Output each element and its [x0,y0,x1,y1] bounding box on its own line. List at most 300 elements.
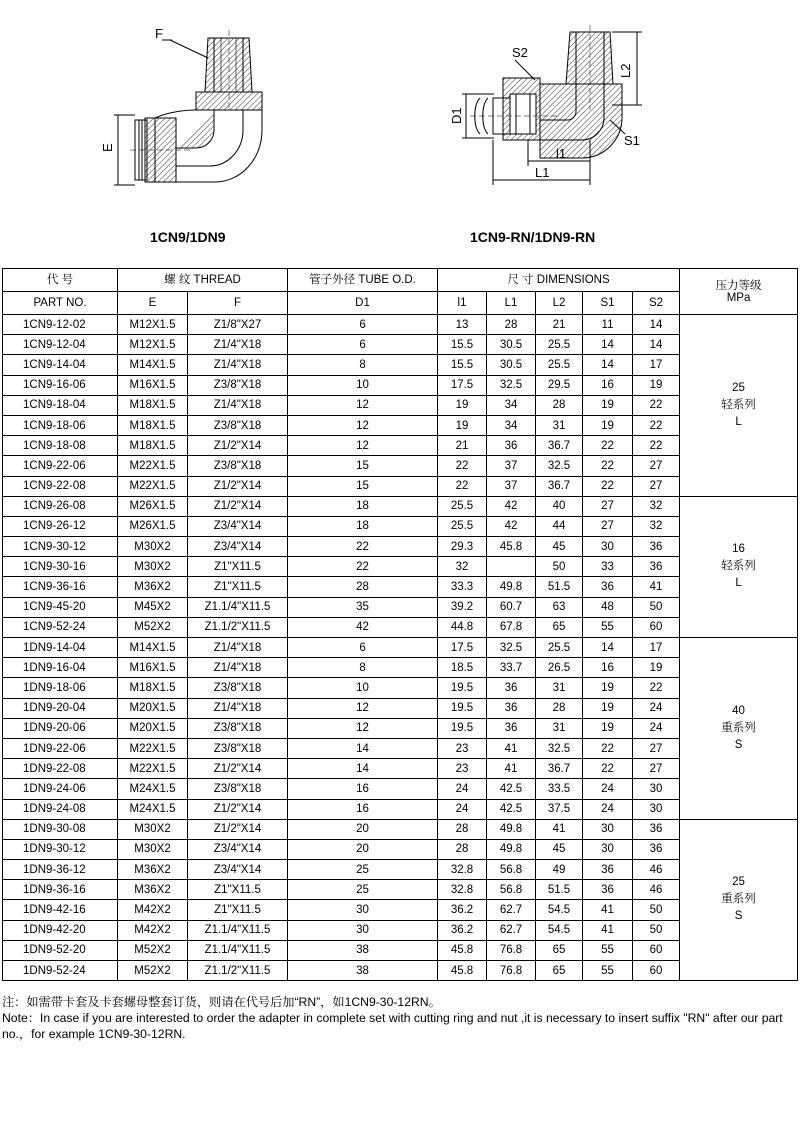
table-row [3,476,798,496]
cell-dim-l1: 56.8 [487,860,536,880]
cell-dim-s2: 50 [633,900,680,920]
cell-tube-od: 10 [288,375,438,395]
cell-part-no: 1CN9-14-04 [3,355,118,375]
table-row [3,880,798,900]
cell-thread-f: Z1/2"X14 [188,476,288,496]
caption-right: 1CN9-RN/1DN9-RN [470,229,596,245]
cell-dim-l2: 31 [536,415,583,435]
cell-tube-od: 6 [288,638,438,658]
cell-part-no: 1DN9-20-04 [3,698,118,718]
cell-tube-od: 14 [288,759,438,779]
cell-dim-l1: 37 [487,476,536,496]
cell-dim-s1: 24 [583,779,633,799]
table-row [3,678,798,698]
cell-dim-s1: 36 [583,880,633,900]
cell-thread-f: Z1/2"X14 [188,496,288,516]
cell-dim-s2: 24 [633,698,680,718]
cell-tube-od: 8 [288,355,438,375]
cell-tube-od: 25 [288,880,438,900]
cell-tube-od: 18 [288,496,438,516]
table-row [3,375,798,395]
cell-thread-f: Z1/8"X27 [188,315,288,335]
pressure-class-cell [680,638,798,820]
cell-dim-l1s: 15.5 [438,355,487,375]
cell-part-no: 1DN9-36-12 [3,860,118,880]
cell-dim-s1: 41 [583,920,633,940]
cell-thread-e: M14X1.5 [118,355,188,375]
cell-dim-l1s: 24 [438,779,487,799]
cell-dim-l2: 21 [536,315,583,335]
cell-dim-l1s: 44.8 [438,617,487,637]
pressure-code: L [735,415,742,428]
cell-dim-s1: 22 [583,759,633,779]
cell-dim-s2: 27 [633,476,680,496]
cell-tube-od: 12 [288,718,438,738]
cell-dim-l1: 37 [487,456,536,476]
cell-tube-od: 42 [288,617,438,637]
caption-left: 1CN9/1DN9 [150,229,226,245]
header-d1: D1 [288,292,438,315]
cell-thread-f: Z3/4"X14 [188,860,288,880]
cell-dim-l1s: 36.2 [438,900,487,920]
table-row [3,940,798,960]
cell-thread-e: M30X2 [118,557,188,577]
cell-dim-l2: 25.5 [536,335,583,355]
cell-part-no: 1CN9-36-16 [3,577,118,597]
cell-tube-od: 38 [288,961,438,981]
cell-thread-e: M22X1.5 [118,456,188,476]
cell-thread-e: M24X1.5 [118,799,188,819]
cell-dim-s1: 27 [583,496,633,516]
cell-dim-l1: 49.8 [487,819,536,839]
cell-tube-od: 10 [288,678,438,698]
cell-dim-s1: 30 [583,839,633,859]
cell-dim-s2: 17 [633,638,680,658]
cell-dim-s1: 22 [583,436,633,456]
cell-dim-s2: 19 [633,658,680,678]
cell-dim-l1: 41 [487,738,536,758]
table-row [3,537,798,557]
cell-thread-f: Z1.1/4"X11.5 [188,920,288,940]
header-s1: S1 [583,292,633,315]
cell-tube-od: 14 [288,738,438,758]
cell-dim-l1s: 25.5 [438,516,487,536]
cell-dim-s2: 60 [633,617,680,637]
label-e: E [100,143,115,152]
cell-thread-e: M22X1.5 [118,738,188,758]
cell-part-no: 1DN9-22-08 [3,759,118,779]
cell-thread-f: Z1"X11.5 [188,577,288,597]
cell-dim-l2: 26.5 [536,658,583,678]
cell-tube-od: 28 [288,577,438,597]
cell-part-no: 1CN9-18-06 [3,415,118,435]
cell-part-no: 1DN9-42-16 [3,900,118,920]
cell-dim-l1s: 39.2 [438,597,487,617]
elbow-drawing-right [462,25,642,185]
pressure-code: L [735,577,742,590]
cell-part-no: 1DN9-20-06 [3,718,118,738]
cell-dim-s1: 48 [583,597,633,617]
cell-dim-l1s: 36.2 [438,920,487,940]
cell-dim-s2: 22 [633,678,680,698]
table-row [3,436,798,456]
cell-thread-e: M52X2 [118,961,188,981]
cell-dim-l1: 45.8 [487,537,536,557]
cell-thread-f: Z1/2"X14 [188,759,288,779]
cell-dim-l2: 65 [536,617,583,637]
cell-dim-l1: 76.8 [487,940,536,960]
cell-dim-s1: 27 [583,516,633,536]
cell-tube-od: 6 [288,335,438,355]
cell-thread-f: Z1/2"X14 [188,819,288,839]
cell-dim-s2: 27 [633,456,680,476]
cell-dim-l1: 60.7 [487,597,536,617]
pressure-series: 重系列 [721,721,756,734]
cell-thread-e: M18X1.5 [118,678,188,698]
cell-thread-e: M52X2 [118,617,188,637]
note-chinese: 注：如需带卡套及卡套螺母整套订货，则请在代号后加“RN”，如1CN9-30-12RN。 [2,995,441,1009]
cell-dim-s2: 30 [633,779,680,799]
cell-dim-s1: 16 [583,375,633,395]
cell-dim-l1s: 17.5 [438,375,487,395]
cell-tube-od: 8 [288,658,438,678]
cell-thread-f: Z3/4"X14 [188,839,288,859]
cell-dim-l1: 32.5 [487,638,536,658]
cell-dim-l1 [487,557,536,577]
table-row [3,496,798,516]
cell-dim-s2: 36 [633,819,680,839]
header-f: F [188,292,288,315]
cell-dim-s1: 55 [583,940,633,960]
cell-dim-l1s: 19.5 [438,718,487,738]
cell-dim-l1s: 32 [438,557,487,577]
cell-dim-s2: 19 [633,375,680,395]
table-row [3,799,798,819]
cell-thread-e: M42X2 [118,920,188,940]
cell-tube-od: 25 [288,860,438,880]
pressure-series: 轻系列 [721,560,756,573]
cell-thread-f: Z1/4"X18 [188,698,288,718]
table-row [3,577,798,597]
cell-thread-e: M26X1.5 [118,496,188,516]
cell-thread-f: Z1.1/4"X11.5 [188,940,288,960]
header-dimensions: 尺 寸 DIMENSIONS [438,269,680,292]
table-row [3,698,798,718]
cell-dim-s1: 24 [583,799,633,819]
cell-tube-od: 30 [288,920,438,940]
cell-dim-l1s: 15.5 [438,335,487,355]
cell-thread-e: M36X2 [118,860,188,880]
cell-part-no: 1DN9-18-06 [3,678,118,698]
cell-dim-s2: 41 [633,577,680,597]
table-row [3,779,798,799]
cell-dim-l1: 56.8 [487,880,536,900]
cell-dim-s1: 36 [583,577,633,597]
cell-dim-s2: 36 [633,839,680,859]
cell-thread-e: M18X1.5 [118,395,188,415]
cell-thread-f: Z1.1/2"X11.5 [188,961,288,981]
cell-part-no: 1DN9-16-04 [3,658,118,678]
cell-dim-s2: 36 [633,537,680,557]
cell-dim-l1s: 45.8 [438,940,487,960]
cell-thread-f: Z1"X11.5 [188,557,288,577]
table-row [3,638,798,658]
cell-thread-e: M36X2 [118,577,188,597]
cell-dim-s2: 60 [633,940,680,960]
cell-tube-od: 6 [288,315,438,335]
cell-dim-l1s: 19.5 [438,698,487,718]
cell-dim-l1s: 45.8 [438,961,487,981]
cell-tube-od: 22 [288,557,438,577]
cell-dim-l1s: 22 [438,456,487,476]
header-row-2 [3,292,798,315]
table-row [3,920,798,940]
cell-dim-l1s: 19.5 [438,678,487,698]
cell-tube-od: 20 [288,839,438,859]
cell-dim-l1: 76.8 [487,961,536,981]
cell-thread-e: M30X2 [118,819,188,839]
table-row [3,355,798,375]
cell-dim-l1: 32.5 [487,375,536,395]
header-pressure [680,269,798,315]
cell-thread-e: M42X2 [118,900,188,920]
spec-table-body [3,315,798,981]
cell-tube-od: 22 [288,537,438,557]
cell-dim-l1s: 19 [438,395,487,415]
header-l2: L2 [536,292,583,315]
cell-thread-f: Z1"X11.5 [188,880,288,900]
cell-part-no: 1CN9-52-24 [3,617,118,637]
header-part-no: PART NO. [3,292,118,315]
cell-thread-f: Z1/4"X18 [188,355,288,375]
cell-dim-l2: 45 [536,537,583,557]
table-row [3,557,798,577]
cell-thread-f: Z3/4"X14 [188,537,288,557]
table-row [3,395,798,415]
cell-dim-s2: 14 [633,335,680,355]
cell-dim-s2: 32 [633,516,680,536]
cell-tube-od: 12 [288,395,438,415]
cell-part-no: 1DN9-14-04 [3,638,118,658]
cell-dim-s1: 22 [583,456,633,476]
cell-dim-l1: 33.7 [487,658,536,678]
cell-thread-e: M20X1.5 [118,698,188,718]
pressure-pressure: 40 [732,704,745,717]
cell-thread-f: Z1/4"X18 [188,395,288,415]
cell-part-no: 1CN9-16-06 [3,375,118,395]
cell-thread-e: M12X1.5 [118,335,188,355]
cell-thread-e: M30X2 [118,537,188,557]
cell-dim-s2: 36 [633,557,680,577]
cell-dim-l1: 42.5 [487,779,536,799]
cell-part-no: 1DN9-42-20 [3,920,118,940]
header-l1s: l1 [438,292,487,315]
cell-part-no: 1CN9-22-06 [3,456,118,476]
cell-dim-l2: 36.7 [536,759,583,779]
cell-part-no: 1DN9-36-16 [3,880,118,900]
cell-dim-l2: 28 [536,395,583,415]
cell-dim-l1: 49.8 [487,839,536,859]
cell-dim-s1: 33 [583,557,633,577]
cell-dim-s1: 14 [583,638,633,658]
cell-dim-l1: 36 [487,718,536,738]
cell-dim-s2: 60 [633,961,680,981]
cell-thread-e: M36X2 [118,880,188,900]
cell-dim-l1: 42.5 [487,799,536,819]
cell-dim-l2: 32.5 [536,738,583,758]
cell-dim-s2: 27 [633,759,680,779]
cell-part-no: 1DN9-24-08 [3,799,118,819]
pressure-pressure: 25 [732,876,745,889]
cell-part-no: 1CN9-18-08 [3,436,118,456]
table-row [3,597,798,617]
cell-thread-f: Z1.1/2"X11.5 [188,617,288,637]
cell-dim-l1s: 23 [438,738,487,758]
cell-dim-l1s: 28 [438,819,487,839]
cell-dim-s2: 22 [633,436,680,456]
cell-dim-l1: 41 [487,759,536,779]
cell-dim-l1: 30.5 [487,355,536,375]
cell-tube-od: 38 [288,940,438,960]
cell-dim-l1: 30.5 [487,335,536,355]
table-row [3,718,798,738]
cell-thread-e: M52X2 [118,940,188,960]
note-english: Note：In case if you are interested to order the adapter in complete set with cutting ring and nut ,it is necessary to insert suffix "RN" after our part no.，for example 1CN9-30-12RN. [2,1011,783,1041]
cell-tube-od: 18 [288,516,438,536]
cell-dim-l1: 62.7 [487,900,536,920]
table-row [3,516,798,536]
cell-dim-l2: 28 [536,698,583,718]
table-row [3,961,798,981]
cell-dim-s1: 55 [583,961,633,981]
cell-part-no: 1CN9-12-04 [3,335,118,355]
pressure-class-cell [680,819,798,981]
cell-dim-l1s: 19 [438,415,487,435]
cell-tube-od: 12 [288,415,438,435]
cell-dim-l1: 42 [487,516,536,536]
cell-thread-e: M30X2 [118,839,188,859]
cell-part-no: 1DN9-24-06 [3,779,118,799]
table-row [3,658,798,678]
cell-part-no: 1DN9-52-24 [3,961,118,981]
cell-dim-s1: 55 [583,617,633,637]
cell-part-no: 1CN9-45-20 [3,597,118,617]
cell-part-no: 1CN9-12-02 [3,315,118,335]
cell-dim-s2: 17 [633,355,680,375]
header-pressure-cn: 压力等级 [715,279,762,292]
cell-dim-l1s: 24 [438,799,487,819]
cell-thread-e: M22X1.5 [118,476,188,496]
pressure-series: 重系列 [721,893,756,906]
cell-dim-l1s: 23 [438,759,487,779]
cell-thread-f: Z3/8"X18 [188,415,288,435]
cell-dim-s2: 14 [633,315,680,335]
cell-thread-f: Z3/8"X18 [188,678,288,698]
cell-dim-s2: 22 [633,395,680,415]
cell-dim-l1: 36 [487,436,536,456]
cell-dim-l2: 31 [536,718,583,738]
cell-dim-l2: 44 [536,516,583,536]
technical-drawings [0,0,800,260]
cell-dim-l1: 34 [487,415,536,435]
table-row [3,860,798,880]
cell-dim-s2: 27 [633,738,680,758]
cell-dim-s2: 22 [633,415,680,435]
cell-thread-f: Z3/8"X18 [188,375,288,395]
cell-dim-l2: 63 [536,597,583,617]
pressure-class-cell [680,496,798,637]
table-row [3,456,798,476]
cell-dim-l2: 65 [536,940,583,960]
cell-dim-s2: 46 [633,880,680,900]
cell-part-no: 1DN9-30-12 [3,839,118,859]
cell-dim-l1: 34 [487,395,536,415]
cell-thread-f: Z1"X11.5 [188,900,288,920]
table-row [3,335,798,355]
cell-thread-f: Z1.1/4"X11.5 [188,597,288,617]
cell-dim-s1: 11 [583,315,633,335]
cell-dim-l2: 36.7 [536,436,583,456]
cell-thread-e: M20X1.5 [118,718,188,738]
cell-dim-s2: 50 [633,597,680,617]
cell-dim-l1s: 32.8 [438,880,487,900]
cell-part-no: 1CN9-26-08 [3,496,118,516]
cell-dim-l1: 28 [487,315,536,335]
table-row [3,759,798,779]
cell-dim-l2: 41 [536,819,583,839]
cell-dim-l2: 36.7 [536,476,583,496]
table-row [3,900,798,920]
cell-dim-s2: 46 [633,860,680,880]
cell-dim-s1: 19 [583,698,633,718]
cell-thread-f: Z1/2"X14 [188,799,288,819]
cell-dim-l2: 25.5 [536,638,583,658]
cell-thread-e: M12X1.5 [118,315,188,335]
cell-thread-e: M18X1.5 [118,415,188,435]
label-l1-big: L1 [535,165,550,180]
cell-dim-l2: 33.5 [536,779,583,799]
cell-tube-od: 16 [288,799,438,819]
cell-dim-l2: 50 [536,557,583,577]
cell-thread-f: Z3/8"X18 [188,779,288,799]
cell-dim-s1: 22 [583,476,633,496]
cell-dim-s1: 14 [583,335,633,355]
cell-part-no: 1CN9-26-12 [3,516,118,536]
header-s2: S2 [633,292,680,315]
pressure-code: S [734,738,743,751]
header-pressure-unit: MPa [726,291,751,304]
cell-thread-e: M14X1.5 [118,638,188,658]
cell-tube-od: 15 [288,476,438,496]
cell-part-no: 1DN9-52-20 [3,940,118,960]
cell-thread-f: Z3/8"X18 [188,738,288,758]
cell-tube-od: 15 [288,456,438,476]
cell-dim-s2: 30 [633,799,680,819]
label-d1: D1 [449,107,464,124]
table-row [3,738,798,758]
pressure-pressure: 25 [732,381,745,394]
cell-dim-s2: 24 [633,718,680,738]
table-row [3,415,798,435]
header-thread: 螺 纹 THREAD [118,269,288,292]
cell-dim-s2: 32 [633,496,680,516]
cell-dim-l2: 54.5 [536,900,583,920]
cell-dim-l1: 62.7 [487,920,536,940]
cell-dim-l1s: 13 [438,315,487,335]
pressure-pressure: 16 [732,543,745,556]
header-l1: L1 [487,292,536,315]
cell-dim-l1s: 21 [438,436,487,456]
